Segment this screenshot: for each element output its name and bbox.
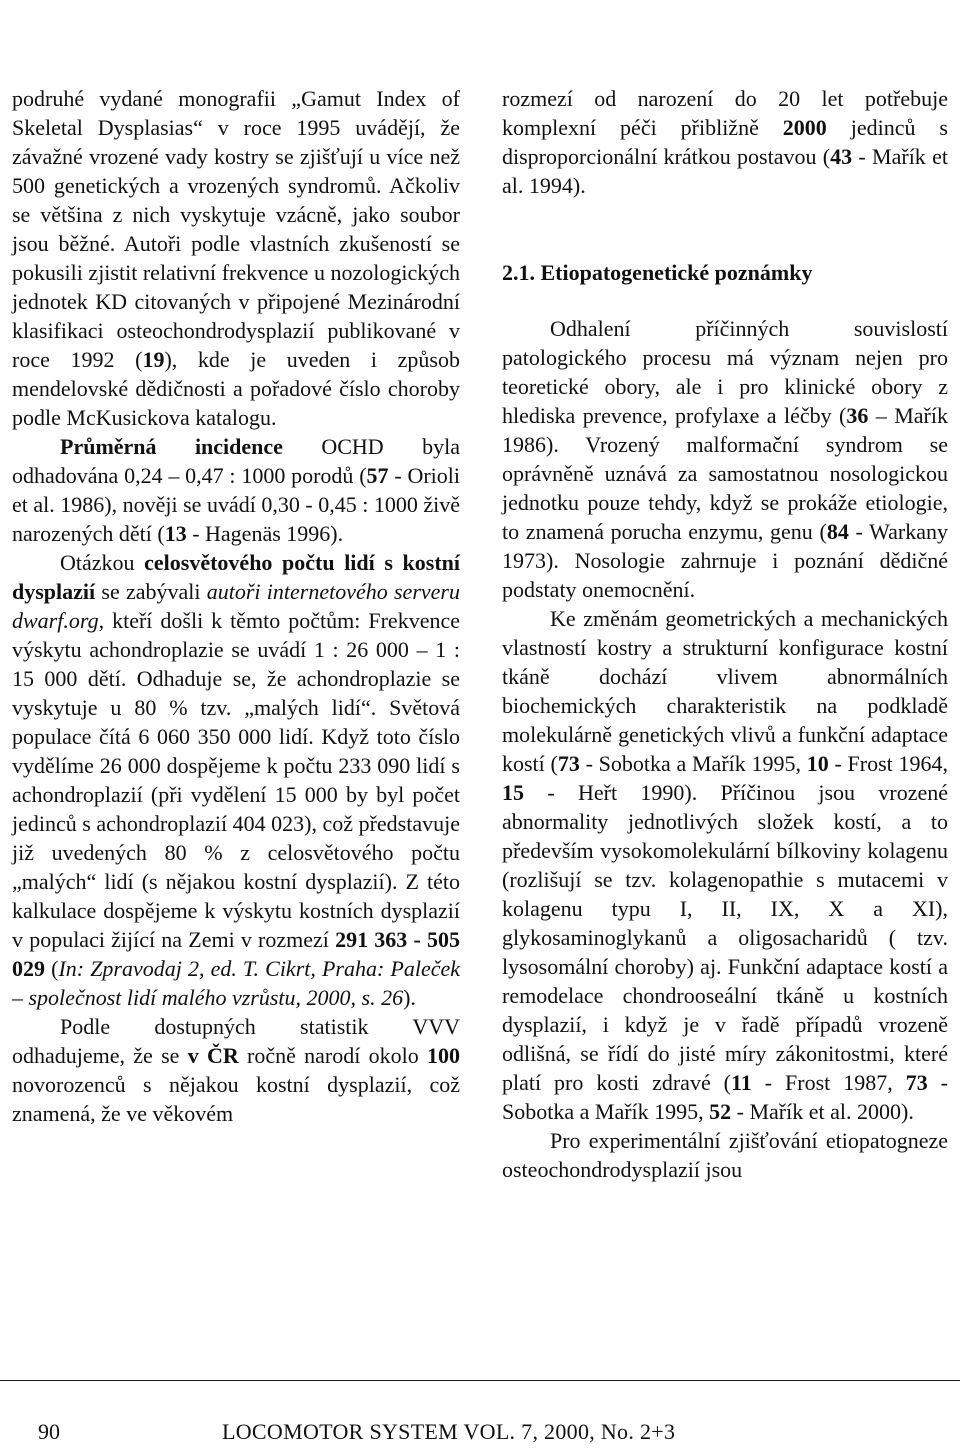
journal-title: LOCOMOTOR SYSTEM VOL. 7, 2000, No. 2+3: [222, 1419, 676, 1444]
paragraph-causal-links: Odhalení příčinných souvislostí patologického procesu má význam nejen pro teoretické obory, ale i pro klinické obory z hlediska prevence, profylaxe a léčby (36 – Mařík 1986). Vrozený malformační syndrom se oprávněně uznává za samostatnou nosologickou jednotku pouze tehdy, když se prokáže etiologie, to znamená porucha enzymu, genu (84 - Warkany 1973). Nosologie zahrnuje i poznání dědičné podstaty onemocnění.: [502, 316, 948, 602]
paragraph-czech-statistics: Podle dostupných statistik VVV odhadujeme, že se v ČR ročně narodí okolo 100 novorozenců s nějakou kostní dysplazií, což znamená, že ve věkovém: [12, 1014, 461, 1126]
left-column: [12, 84, 460, 1128]
right-column: [502, 84, 948, 1184]
paragraph-experimental: Pro experimentální zjišťování etiopatogneze osteochondrodysplazií jsou: [502, 1128, 948, 1182]
paragraph-geometric-changes: Ke změnám geometrických a mechanických vlastností kostry a strukturní konfigurace kostní tkáně dochází vlivem abnormálních biochemických charakteristik na podkladě molekulárně genetických vlivů a funkční adaptace kostí (73 - Sobotka a Mařík 1995, 10 - Frost 1964, 15 - Heřt 1990). Příčinou jsou vrozené abnormality jednotlivých složek kostí, a to především vysokomolekulární bílkoviny kolagenu (rozlišují se tzv. kolagenopathie s mutacemi v kolagenu typu I, II, IX, X a XI), glykosaminoglykanů a oligosacharidů ( tzv. lysosomální choroby) aj. Funkční adaptace kostí a remodelace chondrooseální tkáně u kostních dysplazií, i když je v řadě případů vrozeně odlišná, se řídí do jisté míry zákonitostmi, které platí pro kosti zdravé (11 - Frost 1987, 73 - Sobotka a Mařík 1995, 52 - Mařík et al. 2000).: [502, 606, 949, 1124]
paragraph-world-count: Otázkou celosvětového počtu lidí s kostní dysplazií se zabývali autoři internetového serveru dwarf.org, kteří došli k těmto počtům: Frekvence výskytu achondroplazie se uvádí 1 : 26 000 – 1 : 15 000 dětí. Odhaduje se, že achondroplazie se vyskytuje u 80 % tzv. „malých lidí“. Světová populace čítá 6 060 350 000 lidí. Když toto číslo vydělíme 26 000 dospějeme k počtu 233 090 lidí s achondroplazií (při vydělení 15 000 by byl počet jedinců s achondroplazií 404 023), což představuje již uvedených 80 % z celosvětového počtu „malých“ lidí (s nějakou kostní dysplazií). Z této kalkulace dospějeme k výskytu kostních dysplazií v populaci žijící na Zemi v rozmezí 291 363 - 505 029 (In: Zpravodaj 2, ed. T. Cikrt, Praha: Paleček – společnost lidí malého vzrůstu, 2000, s. 26).: [12, 550, 461, 1010]
section-heading: 2.1. Etiopatogenetické poznámky: [502, 260, 813, 285]
page-number: 90: [38, 1419, 60, 1444]
footer-divider: [0, 1380, 960, 1381]
paragraph-care-needs: rozmezí od narození do 20 let potřebuje komplexní péči přibližně 2000 jedinců s disproporcionální krátkou postavou (43 - Mařík et al. 1994).: [502, 86, 948, 198]
paragraph-incidence: Průměrná incidence OCHD byla odhadována 0,24 – 0,47 : 1000 porodů (57 - Orioli et al. 1986), nověji se uvádí 0,30 - 0,45 : 1000 živě narozených dětí (13 - Hagenäs 1996).: [12, 434, 460, 546]
paragraph-gamut-index: podruhé vydané monografii „Gamut Index of Skeletal Dysplasias“ v roce 1995 uvádějí, že závažné vrozené vady kostry se zjišťují u více než 500 genetických a vrozených syndromů. Ačkoliv se většina z nich vyskytuje vzácně, jako soubor jsou běžné. Autoři podle vlastních zkušeností se pokusili zjistit relativní frekvence u nozologických jednotek KD citovaných v připojené Mezinárodní klasifikaci osteochondrodysplazií publikované v roce 1992 (19), kde je uveden i způsob mendelovské dědičnosti a pořadové číslo choroby podle McKusickova katalogu.: [12, 86, 460, 430]
